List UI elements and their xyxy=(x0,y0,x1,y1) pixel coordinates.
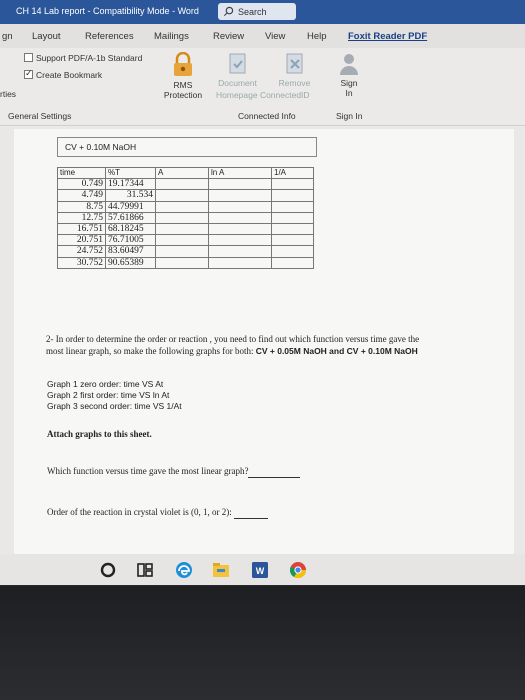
remove-label: Remove xyxy=(278,78,311,88)
cell-ln-a xyxy=(209,223,272,234)
table-row xyxy=(58,257,314,268)
search-icon xyxy=(223,6,234,17)
search-label: Search xyxy=(238,7,267,17)
file-explorer-icon[interactable] xyxy=(211,560,231,580)
cell-time: 30.752 xyxy=(58,257,106,268)
tab-view[interactable]: View xyxy=(265,31,286,42)
table-row xyxy=(58,201,314,212)
cell-inverse-a xyxy=(272,257,314,268)
cell-ln-a xyxy=(209,212,272,223)
homepage-connectedid-label: Homepage ConnectedID xyxy=(216,90,310,100)
cell-absorbance xyxy=(156,235,209,246)
tab-design-partial[interactable]: gn xyxy=(2,31,13,42)
header-ln-a: ln A xyxy=(209,168,272,179)
tab-review[interactable]: Review xyxy=(213,31,245,42)
cell-inverse-a xyxy=(272,246,314,257)
task-view-icon[interactable] xyxy=(135,560,155,580)
table-row xyxy=(58,235,314,246)
header-percent-t: %T xyxy=(106,168,156,179)
cell-inverse-a xyxy=(272,201,314,212)
cell-time: 20.751 xyxy=(58,235,106,246)
cell-percent-t: 31.534 xyxy=(106,190,156,201)
graph-list xyxy=(47,379,182,412)
cell-absorbance xyxy=(156,212,209,223)
user-icon xyxy=(338,52,360,76)
cell-inverse-a xyxy=(272,190,314,201)
header-inverse-a: 1/A xyxy=(272,168,314,179)
cell-percent-t: 44.79991 xyxy=(106,201,156,212)
cell-time: 16.751 xyxy=(58,223,106,234)
sign-in-group-label: Sign In xyxy=(336,111,363,121)
linear-graph-question xyxy=(47,466,300,478)
document-button[interactable] xyxy=(215,52,260,88)
chrome-browser-icon[interactable] xyxy=(288,560,308,580)
tab-mailings[interactable]: Mailings xyxy=(154,31,189,42)
table-row xyxy=(58,246,314,257)
header-time: time xyxy=(58,168,106,179)
cell-ln-a xyxy=(209,201,272,212)
tab-foxit-reader-pdf[interactable]: Foxit Reader PDF xyxy=(348,31,428,42)
tab-help[interactable]: Help xyxy=(307,31,327,42)
cell-ln-a xyxy=(209,246,272,257)
cell-absorbance xyxy=(156,223,209,234)
document-page[interactable] xyxy=(14,129,514,585)
reaction-order-question xyxy=(47,507,268,519)
window-title: CH 14 Lab report - Compatibility Mode - Word xyxy=(16,6,199,16)
properties-partial-label: rties xyxy=(0,89,17,99)
tab-references[interactable]: References xyxy=(85,31,134,42)
create-bookmark-option[interactable] xyxy=(24,70,102,80)
title-bar xyxy=(0,0,525,24)
cell-percent-t: 83.60497 xyxy=(106,246,156,257)
cell-ln-a xyxy=(209,257,272,268)
cell-percent-t: 90.65389 xyxy=(106,257,156,268)
attach-instruction: Attach graphs to this sheet. xyxy=(47,429,152,439)
support-pdfa-option[interactable] xyxy=(24,53,142,63)
table-row xyxy=(58,223,314,234)
cell-ln-a xyxy=(209,235,272,246)
search-box[interactable] xyxy=(218,3,296,20)
ribbon xyxy=(0,48,525,126)
cell-absorbance xyxy=(156,257,209,268)
cortana-icon[interactable] xyxy=(98,560,118,580)
cell-time: 8.75 xyxy=(58,201,106,212)
linear-graph-answer-blank[interactable] xyxy=(248,467,300,478)
question-2-line-2-text: most linear graph, so make the following graphs for both: xyxy=(46,346,254,356)
padlock-icon xyxy=(171,52,195,78)
tab-layout[interactable]: Layout xyxy=(32,31,61,42)
support-pdfa-label: Support PDF/A-1b Standard xyxy=(36,53,143,63)
cell-inverse-a xyxy=(272,212,314,223)
connected-info-group-label: Connected Info xyxy=(238,111,296,121)
document-area xyxy=(0,127,525,585)
table-row xyxy=(58,190,314,201)
cell-percent-t: 57.61866 xyxy=(106,212,156,223)
question-2-line-1: 2- In order to determine the order or reaction , you need to find out which function versus time gave the xyxy=(46,334,420,344)
ribbon-tabs xyxy=(0,24,525,48)
cv-header-box xyxy=(57,137,317,157)
cell-inverse-a xyxy=(272,235,314,246)
cell-percent-t: 19.17344 xyxy=(106,179,156,190)
cell-percent-t: 76.71005 xyxy=(106,235,156,246)
sign-label-line1: Sign xyxy=(340,78,358,88)
general-settings-group-label: General Settings xyxy=(8,111,72,121)
cell-percent-t: 68.18245 xyxy=(106,223,156,234)
word-app-icon[interactable] xyxy=(250,560,270,580)
rms-label-line2: Protection xyxy=(163,90,203,100)
remove-button[interactable] xyxy=(272,52,317,88)
taskbar xyxy=(0,554,525,585)
sign-in-button[interactable] xyxy=(334,52,364,98)
graph-3-text: Graph 3 second order: time VS 1/At xyxy=(47,401,182,411)
create-bookmark-label: Create Bookmark xyxy=(36,70,103,80)
edge-browser-icon[interactable] xyxy=(174,560,194,580)
cell-time: 0.749 xyxy=(58,179,106,190)
cell-time: 12.75 xyxy=(58,212,106,223)
question-2 xyxy=(46,333,516,357)
cell-ln-a xyxy=(209,179,272,190)
graph-1-text: Graph 1 zero order: time VS At xyxy=(47,379,164,389)
cell-ln-a xyxy=(209,190,272,201)
header-absorbance: A xyxy=(156,168,209,179)
cell-time: 4.749 xyxy=(58,190,106,201)
table-header-row xyxy=(58,168,314,179)
cell-absorbance xyxy=(156,201,209,212)
monitor-bezel xyxy=(0,586,525,700)
remove-icon xyxy=(283,52,307,76)
linear-graph-question-text: Which function versus time gave the most linear graph? xyxy=(47,466,249,476)
document-label: Document xyxy=(218,78,257,88)
cell-absorbance xyxy=(156,246,209,257)
cell-inverse-a xyxy=(272,223,314,234)
data-table xyxy=(57,167,314,269)
support-pdfa-checkbox[interactable] xyxy=(24,53,33,62)
cv-header-text: CV + 0.10M NaOH xyxy=(65,142,137,152)
document-link-icon xyxy=(226,52,250,76)
reaction-order-question-text: Order of the reaction in crystal violet is (0, 1, or 2): xyxy=(47,507,232,517)
table-row xyxy=(58,212,314,223)
cell-time: 24.752 xyxy=(58,246,106,257)
cell-absorbance xyxy=(156,190,209,201)
reaction-order-answer-blank[interactable] xyxy=(234,508,268,519)
rms-label-line1: RMS xyxy=(173,80,193,90)
question-2-line-2 xyxy=(46,345,516,357)
create-bookmark-checkbox[interactable] xyxy=(24,70,33,79)
sign-label-line2: In xyxy=(345,88,353,98)
rms-protection-button[interactable] xyxy=(161,52,205,112)
table-row xyxy=(58,179,314,190)
cell-inverse-a xyxy=(272,179,314,190)
svg-text:W: W xyxy=(255,566,265,576)
cell-absorbance xyxy=(156,179,209,190)
question-2-solutions: CV + 0.05M NaOH and CV + 0.10M NaOH xyxy=(255,346,418,356)
graph-2-text: Graph 2 first order: time VS ln At xyxy=(47,390,170,400)
